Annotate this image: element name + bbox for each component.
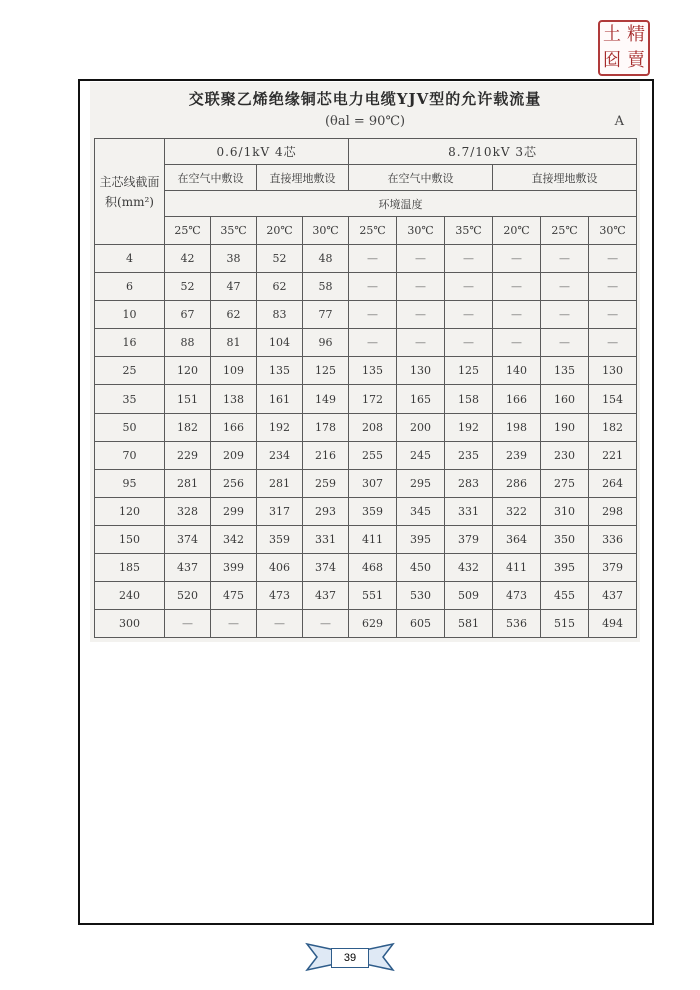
ampacity-cell: 286 [493,469,541,497]
ampacity-cell: 178 [303,413,349,441]
ampacity-cell: 88 [165,329,211,357]
ampacity-cell: 450 [397,554,445,582]
ampacity-cell: — [541,301,589,329]
page-number-badge [305,940,395,974]
ampacity-cell: — [541,273,589,301]
temperature-header: 35℃ [445,217,493,245]
ampacity-cell: 165 [397,385,445,413]
ampacity-cell: 310 [541,497,589,525]
unit-label: A [614,114,624,129]
ampacity-cell: — [211,610,257,638]
group-header-medium-voltage: 8.7/10kV 3芯 [349,139,637,165]
table-row [95,385,637,413]
ampacity-cell: 605 [397,610,445,638]
ampacity-cell: 536 [493,610,541,638]
ampacity-cell: 264 [589,469,637,497]
ampacity-cell: 130 [397,357,445,385]
ampacity-cell: 47 [211,273,257,301]
ampacity-cell: 120 [165,357,211,385]
ampacity-cell: — [349,245,397,273]
ampacity-cell: — [589,301,637,329]
ampacity-cell: 379 [589,554,637,582]
cross-section-cell: 16 [95,329,165,357]
ampacity-cell: 473 [257,582,303,610]
table-row [95,413,637,441]
method-header: 在空气中敷设 [165,165,257,191]
temperature-header: 30℃ [303,217,349,245]
ampacity-cell: 275 [541,469,589,497]
ampacity-cell: 345 [397,497,445,525]
ampacity-cell: 221 [589,441,637,469]
table-row [95,497,637,525]
ampacity-cell: 209 [211,441,257,469]
ampacity-cell: 317 [257,497,303,525]
cross-section-cell: 95 [95,469,165,497]
ampacity-cell: 166 [493,385,541,413]
ampacity-cell: — [445,301,493,329]
ampacity-cell: 342 [211,525,257,553]
ampacity-cell: 293 [303,497,349,525]
cross-section-cell: 25 [95,357,165,385]
ampacity-cell: 83 [257,301,303,329]
method-header: 在空气中敷设 [349,165,493,191]
ampacity-cell: 52 [165,273,211,301]
ampacity-cell: 62 [211,301,257,329]
seal-char: 賣 [627,50,645,71]
ampacity-cell: 509 [445,582,493,610]
ampacity-cell: 161 [257,385,303,413]
ampacity-cell: 235 [445,441,493,469]
ampacity-cell: 432 [445,554,493,582]
ampacity-cell: 125 [303,357,349,385]
cross-section-cell: 35 [95,385,165,413]
ampacity-cell: 259 [303,469,349,497]
method-header: 直接埋地敷设 [493,165,637,191]
ampacity-cell: — [349,301,397,329]
ampacity-cell: — [445,273,493,301]
cross-section-cell: 4 [95,245,165,273]
ampacity-cell: 109 [211,357,257,385]
ampacity-cell: 328 [165,497,211,525]
ampacity-cell: 239 [493,441,541,469]
seal-stamp [598,20,650,76]
ampacity-cell: 154 [589,385,637,413]
seal-char: 土 [603,24,621,45]
table-row [95,301,637,329]
ampacity-cell: 230 [541,441,589,469]
ampacity-cell: 295 [397,469,445,497]
ampacity-cell: 58 [303,273,349,301]
ampacity-cell: 283 [445,469,493,497]
temperature-header: 25℃ [165,217,211,245]
ampacity-cell: 192 [257,413,303,441]
ampacity-cell: 182 [165,413,211,441]
ampacity-cell: — [493,245,541,273]
ampacity-cell: 473 [493,582,541,610]
ampacity-cell: 42 [165,245,211,273]
ampacity-cell: 77 [303,301,349,329]
ampacity-cell: — [541,245,589,273]
ampacity-cell: — [493,273,541,301]
ampacity-cell: 208 [349,413,397,441]
ampacity-cell: 307 [349,469,397,497]
ampacity-cell: — [589,245,637,273]
cross-section-cell: 185 [95,554,165,582]
table-body [95,245,637,638]
ampacity-cell: — [165,610,211,638]
cross-section-cell: 10 [95,301,165,329]
ampacity-cell: 190 [541,413,589,441]
ampacity-cell: — [397,273,445,301]
ampacity-cell: 135 [349,357,397,385]
ampacity-cell: 350 [541,525,589,553]
ampacity-cell: 104 [257,329,303,357]
ampacity-cell: 336 [589,525,637,553]
ampacity-cell: 299 [211,497,257,525]
ampacity-cell: 256 [211,469,257,497]
ampacity-cell: 216 [303,441,349,469]
cross-section-cell: 240 [95,582,165,610]
corner-header: 主芯线截面积(mm²) [95,139,165,245]
ampacity-cell: 331 [303,525,349,553]
ampacity-cell: 281 [257,469,303,497]
ampacity-cell: 182 [589,413,637,441]
seal-char: 囵 [603,50,621,71]
ampacity-cell: 359 [349,497,397,525]
ampacity-cell: 298 [589,497,637,525]
ampacity-cell: 406 [257,554,303,582]
ampacity-cell: 140 [493,357,541,385]
ampacity-cell: 399 [211,554,257,582]
temperature-row [95,217,637,245]
table-subtitle: (θal = 90℃) [324,114,406,129]
cross-section-cell: 120 [95,497,165,525]
ampacity-cell: 48 [303,245,349,273]
ampacity-cell: — [397,329,445,357]
table-title: 交联聚乙烯绝缘铜芯电力电缆YJV型的允许载流量 [188,90,542,108]
ampacity-cell: 515 [541,610,589,638]
ampacity-cell: 437 [303,582,349,610]
env-temp-header: 环境温度 [165,191,637,217]
ampacity-cell: 234 [257,441,303,469]
ampacity-cell: 494 [589,610,637,638]
ampacity-cell: 135 [257,357,303,385]
cross-section-cell: 6 [95,273,165,301]
ampacity-cell: — [349,273,397,301]
ampacity-cell: 149 [303,385,349,413]
temperature-header: 25℃ [541,217,589,245]
cross-section-cell: 300 [95,610,165,638]
temperature-header: 25℃ [349,217,397,245]
ampacity-cell: 62 [257,273,303,301]
method-header: 直接埋地敷设 [257,165,349,191]
ampacity-table [94,138,637,638]
ampacity-cell: 374 [303,554,349,582]
ampacity-cell: — [589,273,637,301]
ampacity-cell: 281 [165,469,211,497]
table-row [95,273,637,301]
scanned-table-image [90,82,640,642]
ampacity-cell: — [257,610,303,638]
ampacity-cell: 192 [445,413,493,441]
cross-section-cell: 50 [95,413,165,441]
ampacity-cell: 138 [211,385,257,413]
ampacity-cell: — [541,329,589,357]
ampacity-cell: 411 [349,525,397,553]
ampacity-cell: — [493,301,541,329]
table-row [95,357,637,385]
ampacity-cell: 629 [349,610,397,638]
ampacity-cell: 172 [349,385,397,413]
group-header-low-voltage: 0.6/1kV 4芯 [165,139,349,165]
ampacity-cell: 364 [493,525,541,553]
ampacity-cell: 130 [589,357,637,385]
ampacity-cell: 374 [165,525,211,553]
cross-section-cell: 150 [95,525,165,553]
table-row [95,441,637,469]
ampacity-cell: 530 [397,582,445,610]
ampacity-cell: 166 [211,413,257,441]
temperature-header: 20℃ [257,217,303,245]
ampacity-cell: 475 [211,582,257,610]
ampacity-cell: 52 [257,245,303,273]
ampacity-cell: 255 [349,441,397,469]
cross-section-cell: 70 [95,441,165,469]
ampacity-cell: 38 [211,245,257,273]
ampacity-cell: — [445,329,493,357]
temperature-header: 20℃ [493,217,541,245]
ampacity-cell: — [589,329,637,357]
ampacity-cell: 96 [303,329,349,357]
temperature-header: 30℃ [397,217,445,245]
table-row [95,245,637,273]
ampacity-cell: — [445,245,493,273]
ampacity-cell: 245 [397,441,445,469]
ampacity-cell: 151 [165,385,211,413]
ampacity-cell: — [397,245,445,273]
ampacity-cell: 160 [541,385,589,413]
ampacity-cell: 551 [349,582,397,610]
table-row [95,582,637,610]
ampacity-cell: 395 [541,554,589,582]
ampacity-cell: 411 [493,554,541,582]
ampacity-cell: 468 [349,554,397,582]
ampacity-cell: — [349,329,397,357]
ampacity-cell: 379 [445,525,493,553]
ampacity-cell: 322 [493,497,541,525]
table-row [95,554,637,582]
ampacity-cell: 67 [165,301,211,329]
temperature-header: 35℃ [211,217,257,245]
ampacity-cell: 125 [445,357,493,385]
ampacity-cell: 229 [165,441,211,469]
ampacity-cell: 81 [211,329,257,357]
ampacity-cell: 158 [445,385,493,413]
ampacity-cell: 200 [397,413,445,441]
ampacity-cell: 331 [445,497,493,525]
ampacity-cell: 135 [541,357,589,385]
ampacity-cell: 581 [445,610,493,638]
table-row [95,525,637,553]
seal-char: 精 [627,24,645,45]
page-number: 39 [331,948,369,968]
ampacity-cell: 198 [493,413,541,441]
ampacity-cell: — [493,329,541,357]
ampacity-cell: — [397,301,445,329]
ampacity-cell: 455 [541,582,589,610]
ampacity-cell: 520 [165,582,211,610]
table-row [95,610,637,638]
table-row [95,329,637,357]
ampacity-cell: — [303,610,349,638]
table-row [95,469,637,497]
ampacity-cell: 359 [257,525,303,553]
temperature-header: 30℃ [589,217,637,245]
ampacity-cell: 437 [589,582,637,610]
ampacity-cell: 437 [165,554,211,582]
ampacity-cell: 395 [397,525,445,553]
